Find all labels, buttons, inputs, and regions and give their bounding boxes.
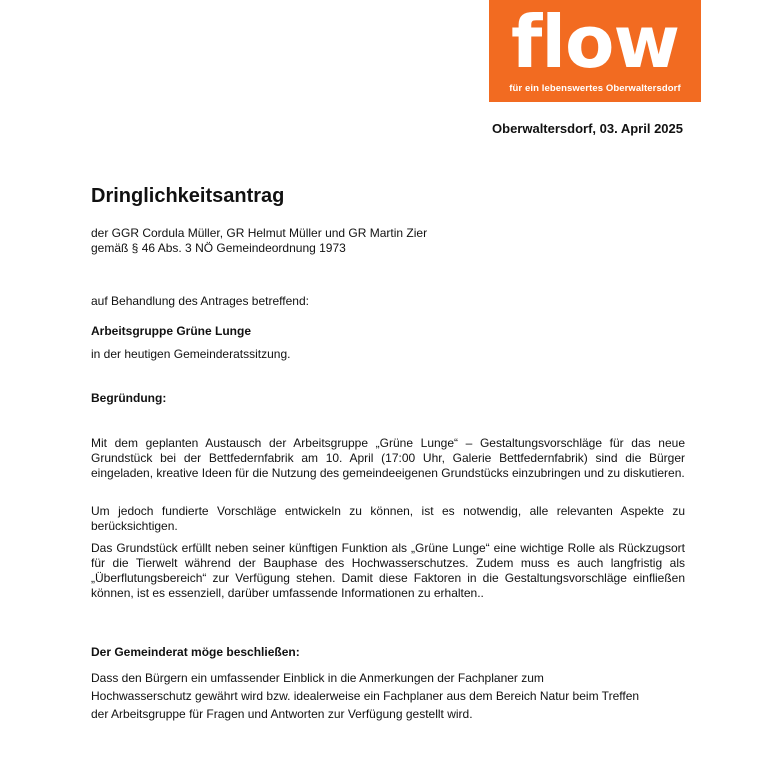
submitters-line: der GGR Cordula Müller, GR Helmut Müller und GR Martin Zier [91, 226, 428, 240]
logo-wordmark: flow [511, 0, 679, 84]
logo-tagline: für ein lebenswertes Oberwaltersdorf [509, 83, 681, 94]
reasoning-paragraph: Mit dem geplanten Austausch der Arbeitsgruppe „Grüne Lunge“ – Gestaltungsvorschläge für das neue Grundstück bei der Bettfedernfabrik am 10. April (17:00 Uhr, Galerie Bettfedernfabrik) sind die Bürger eingeladen, kreative Ideen für die Nutzung des gemeindeeigenen Grundstücks einzubringen und zu diskutieren. [91, 436, 685, 480]
reasoning-paragraph: Um jedoch fundierte Vorschläge entwickeln zu können, ist es notwendig, alle relevanten Aspekte zu berücksichtigen. [91, 504, 685, 533]
resolution-line: der Arbeitsgruppe für Fragen und Antworten zur Verfügung gestellt wird. [91, 707, 473, 721]
reasoning-paragraph: Das Grundstück erfüllt neben seiner künftigen Funktion als „Grüne Lunge“ eine wichtige Rolle als Rückzugsort für die Tierwelt während der Bauphase des Hochwasserschutzes. Zudem muss es auch langfristig als „Überflutungsbereich“ zur Verfügung stehen. Damit diese Faktoren in die Gestaltungsvorschläge einfließen können, ist es essenziell, darüber umfassende Informationen zu erhalten.. [91, 541, 685, 600]
reasoning-heading: Begründung: [91, 391, 167, 405]
resolution-heading: Der Gemeinderat möge beschließen: [91, 645, 300, 659]
session-text: in der heutigen Gemeinderatssitzung. [91, 347, 291, 361]
legal-basis-line: gemäß § 46 Abs. 3 NÖ Gemeindeordnung 1973 [91, 241, 346, 255]
submitters-block [91, 226, 685, 256]
topic-heading: Arbeitsgruppe Grüne Lunge [91, 324, 252, 338]
document-title: Dringlichkeitsantrag [91, 185, 285, 207]
resolution-line: Hochwasserschutz gewährt wird bzw. idealerweise ein Fachplaner aus dem Bereich Natur beim Treffen [91, 689, 640, 703]
date-line: Oberwaltersdorf, 03. April 2025 [492, 121, 683, 136]
flow-logo [489, 0, 701, 102]
resolution-text [91, 669, 685, 723]
intro-text: auf Behandlung des Antrages betreffend: [91, 294, 309, 308]
resolution-line: Dass den Bürgern ein umfassender Einblick in die Anmerkungen der Fachplaner zum [91, 671, 544, 685]
